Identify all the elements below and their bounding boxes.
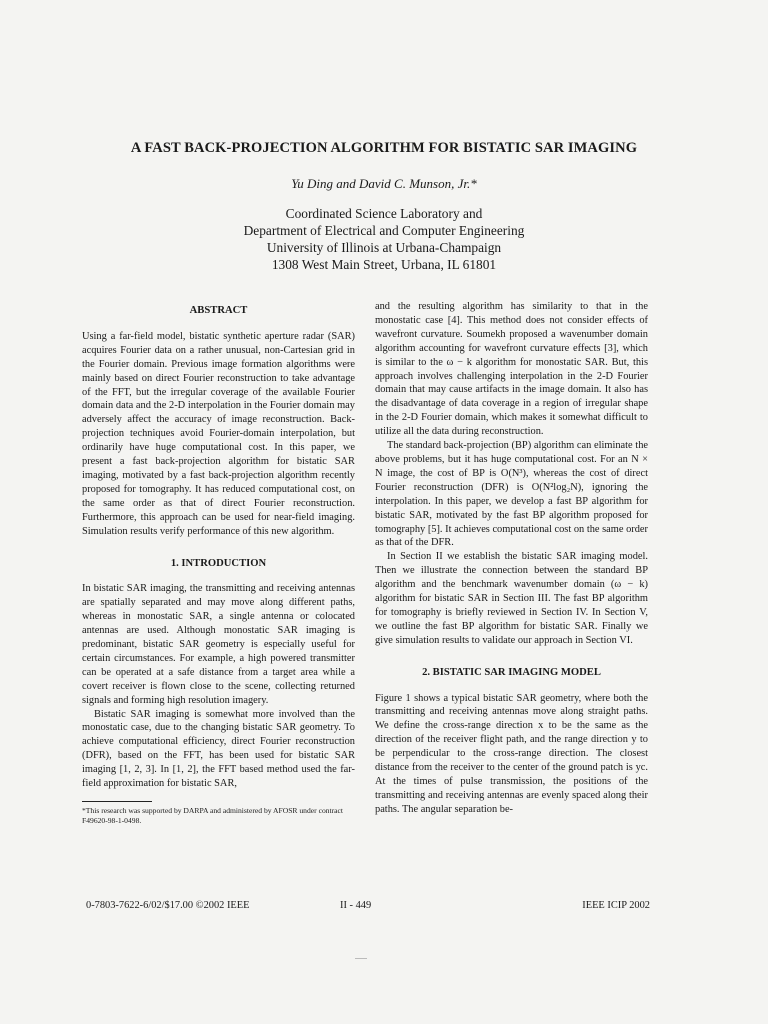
right-paragraph-1: and the resulting algorithm has similarity to that in the monostatic case [4]. This method does not consider effects of wavefront curvature. Soumekh proposed a wavenumber domain algorithm accounting for wavefront curvature effects [3], which is similar to the ω − k algorithm for monostatic SAR. But, this approach involves challenging interpolation in the 2-D Fourier domain that may cause artifacts in the image domain. It also has the disadvantage of data coverage in a region of irregular shape in the 2-D Fourier domain, which makes it somewhat difficult to utilize all the data during reconstruction. — [375, 301, 648, 438]
affiliation-line: Coordinated Science Laboratory and — [285, 206, 483, 221]
footer-copyright: 0-7803-7622-6/02/$17.00 ©2002 IEEE — [86, 900, 250, 911]
paper-authors: Yu Ding and David C. Munson, Jr.* — [291, 176, 477, 191]
footnote-rule — [82, 801, 152, 802]
affiliation-block — [0, 205, 768, 273]
abstract-text: Using a far-field model, bistatic synthetic aperture radar (SAR) acquires Fourier data on a rather unusual, non-Cartesian grid in the Fourier domain. Previous image formation algorithms were mainly based on direct Fourier reconstruction to take advantage of the FFT, but the irregular coverage of the available Fourier domain data and the 2-D interpolation in the Fourier domain may adversely affect the accuracy of image reconstruction. Back-projection techniques avoid Fourier-domain interpolation, but ordinarily have huge computational cost. In this paper, we present a fast back-projection algorithm for bistatic SAR imaging, motivated by a fast back-projection algorithm recently proposed for tomography. It has reduced computational cost, on the same order as that of direct Fourier reconstruction. Furthermore, this approach can be used for near-field imaging. Simulation results verify performance of this new algorithm. — [82, 330, 355, 537]
intro-paragraph-2: Bistatic SAR imaging is somewhat more involved than the monostatic case, due to the changing bistatic SAR geometry. To achieve computational efficiency, direct Fourier reconstruction (DFR), based on the FFT, has been used for bistatic SAR imaging [1, 2, 3]. In [1, 2], the FFT based method used the far-field approximation for bistatic SAR, — [82, 708, 355, 790]
intro-paragraph-1: In bistatic SAR imaging, the transmitting and receiving antennas are spatially separated and may move along different paths, whereas in monostatic SAR, a single antenna or colocated antennas are used. Although monostatic SAR imaging is predominant, bistatic SAR geometry is especially useful for certain circumstances. For example, a high powered transmitter can be operated at a safe distance from a target area while a covert receiver is flown close to the scene, collecting returned signals and forming high resolution imagery. — [82, 583, 355, 706]
page-footer — [0, 900, 768, 916]
affiliation-line: University of Illinois at Urbana-Champaign — [266, 240, 502, 255]
abstract-heading: ABSTRACT — [189, 305, 248, 316]
right-paragraph-2: The standard back-projection (BP) algorithm can eliminate the above problems, but it has huge computational cost. For an N × N image, the cost of BP is O(N³), whereas the cost of direct Fourier reconstruction (DFR) is O(N²log₂N), ignoring the interpolation. In this paper, we develop a fast BP algorithm for bistatic SAR, motivated by the fast BP algorithm proposed for tomography [5]. It achieves computational cost on the same order as that of the DFR. — [375, 440, 648, 549]
right-paragraph-3: In Section II we establish the bistatic SAR imaging model. Then we illustrate the connection between the standard BP algorithm and the benchmark wavenumber domain (ω − k) algorithm for bistatic SAR in Section III. The fast BP algorithm for tomography is briefly reviewed in Section IV. In Section V, we outline the fast BP algorithm for bistatic SAR. Finally we give simulation results to validate our approach in Section VI. — [375, 551, 648, 646]
right-column — [375, 300, 648, 817]
affiliation-line: 1308 West Main Street, Urbana, IL 61801 — [271, 257, 497, 272]
paper-title: A FAST BACK-PROJECTION ALGORITHM FOR BISTATIC SAR IMAGING — [130, 140, 638, 156]
footer-venue: IEEE ICIP 2002 — [582, 900, 650, 911]
model-heading: 2. BISTATIC SAR IMAGING MODEL — [422, 666, 601, 678]
left-column — [82, 300, 355, 826]
scan-mark — [355, 958, 367, 959]
footer-page-number: II - 449 — [340, 900, 372, 911]
affiliation-line: Department of Electrical and Computer Engineering — [243, 223, 525, 238]
model-paragraph: Figure 1 shows a typical bistatic SAR geometry, where both the transmitting and receiving antennas move along straight paths. We define the cross-range direction x to be the same as the direction of the receiver flight path, and the range direction y to be perpendicular to the cross-range direction. The closest distance from the receiver to the center of the ground patch is yc. At the times of pulse transmission, the positions of the transmitting and receiving antennas are evenly spaced along their paths. The angular separation be- — [375, 692, 648, 815]
footnote: *This research was supported by DARPA and administered by AFOSR under contract F49620-98-1-0498. — [82, 806, 344, 825]
introduction-heading: 1. INTRODUCTION — [170, 557, 267, 569]
